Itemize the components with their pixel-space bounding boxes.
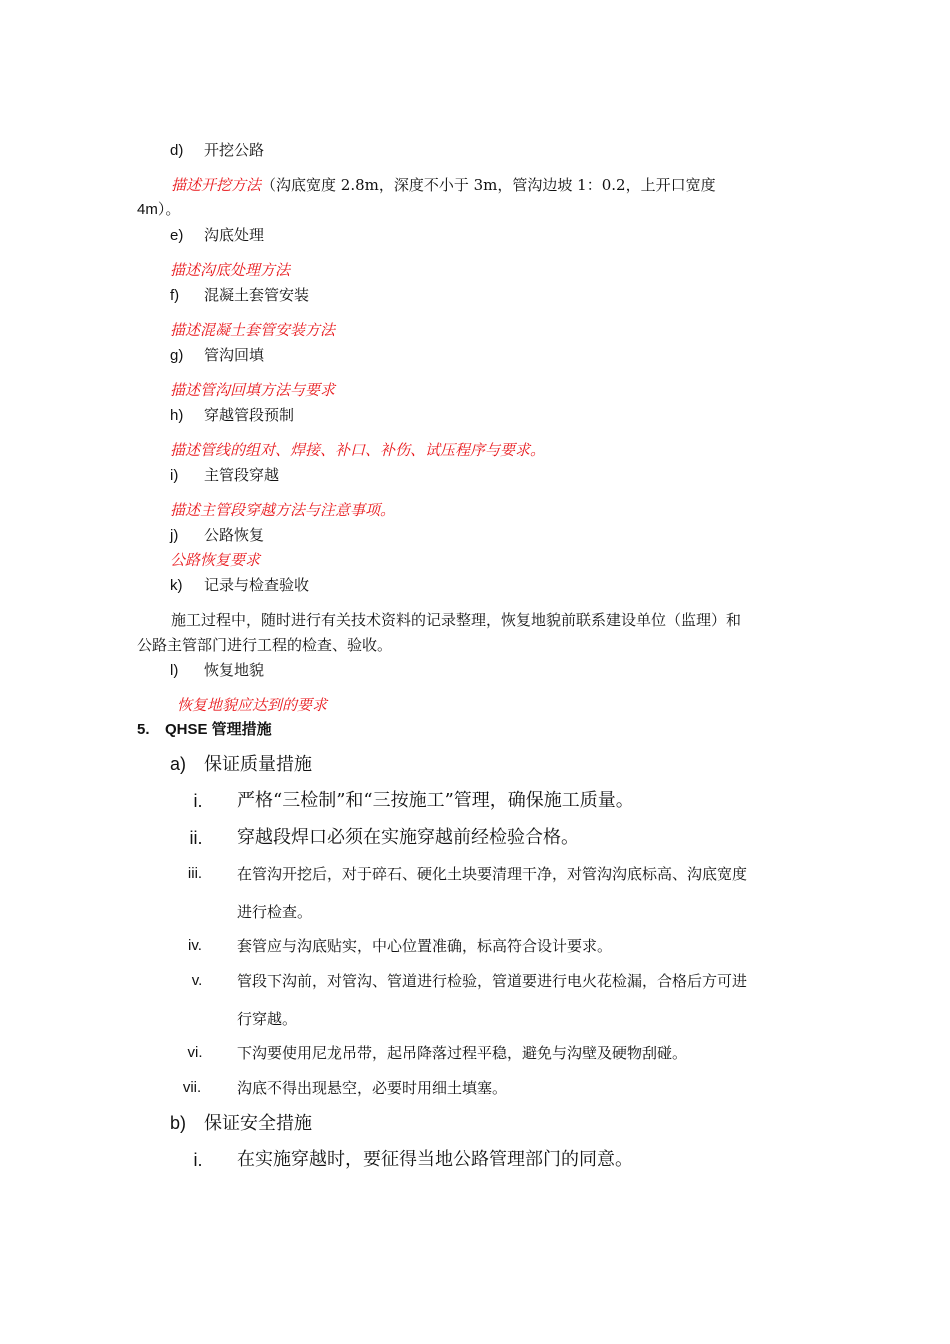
step-g bbox=[170, 345, 264, 366]
item-number: i. bbox=[193, 791, 203, 811]
item-number: i. bbox=[193, 1150, 203, 1170]
safety-subheading bbox=[170, 1111, 312, 1136]
step-note-j: 公路恢复要求 bbox=[170, 551, 261, 569]
item-text: 穿越段焊口必须在实施穿越前经检验合格。 bbox=[237, 827, 579, 848]
step-f bbox=[170, 285, 309, 306]
excavation-text: （沟底宽度 2.8m，深度不小于 3m，管沟边坡 1：0.2，上开口宽度 bbox=[261, 176, 716, 194]
item-text: 管段下沟前，对管沟、管道进行检验，管道要进行电火花检漏，合格后方可进 bbox=[237, 972, 748, 990]
quality-item-3-cont: 进行检查。 bbox=[237, 903, 313, 921]
item-number: v. bbox=[191, 972, 203, 989]
step-note-l: 恢复地貌应达到的要求 bbox=[177, 696, 328, 714]
step-note-f: 描述混凝土套管安装方法 bbox=[170, 321, 336, 339]
step-k bbox=[170, 575, 309, 596]
excavation-description bbox=[137, 173, 815, 197]
step-title: 主管段穿越 bbox=[204, 466, 280, 484]
step-marker: f) bbox=[170, 287, 180, 304]
section-number: 5. bbox=[137, 721, 150, 738]
section-title: QHSE 管理措施 bbox=[165, 721, 272, 738]
step-marker: h) bbox=[170, 407, 184, 424]
step-j bbox=[170, 525, 264, 546]
quality-item-5-cont: 行穿越。 bbox=[237, 1010, 298, 1028]
item-text: 在实施穿越时，要征得当地公路管理部门的同意。 bbox=[237, 1149, 633, 1170]
step-h bbox=[170, 405, 294, 426]
subheading-title: 保证安全措施 bbox=[204, 1113, 312, 1134]
item-text: 沟底不得出现悬空，必要时用细土填塞。 bbox=[237, 1079, 508, 1097]
item-number: ii. bbox=[189, 828, 203, 848]
step-note-g: 描述管沟回填方法与要求 bbox=[170, 381, 336, 399]
step-d bbox=[170, 140, 264, 161]
step-title: 混凝土套管安装 bbox=[204, 286, 310, 304]
step-title: 沟底处理 bbox=[204, 226, 265, 244]
subheading-title: 保证质量措施 bbox=[204, 754, 312, 775]
step-i bbox=[170, 465, 279, 486]
step-note-h: 描述管线的组对、焊接、补口、补伤、试压程序与要求。 bbox=[170, 441, 546, 459]
step-marker: e) bbox=[170, 227, 184, 244]
subheading-marker: a) bbox=[170, 754, 187, 774]
step-title: 记录与检查验收 bbox=[204, 576, 310, 594]
step-l bbox=[170, 660, 264, 681]
item-text: 严格“三检制”和“三按施工”管理，确保施工质量。 bbox=[237, 790, 634, 811]
item-number: vii. bbox=[182, 1079, 202, 1096]
quality-subheading bbox=[170, 752, 312, 777]
step-e bbox=[170, 225, 264, 246]
item-number: vi. bbox=[187, 1044, 203, 1061]
excavation-red-prefix: 描述开挖方法 bbox=[171, 176, 262, 194]
step-title: 穿越管段预制 bbox=[204, 406, 295, 424]
step-marker: j) bbox=[170, 527, 179, 544]
step-marker: g) bbox=[170, 347, 184, 364]
section-heading bbox=[137, 720, 272, 740]
subheading-marker: b) bbox=[170, 1113, 187, 1133]
step-note-i: 描述主管段穿越方法与注意事项。 bbox=[170, 501, 396, 519]
step-title: 开挖公路 bbox=[204, 141, 265, 159]
excavation-continuation: 4m）。 bbox=[137, 201, 181, 218]
item-text: 套管应与沟底贴实，中心位置准确，标高符合设计要求。 bbox=[237, 937, 613, 955]
step-marker: i) bbox=[170, 467, 179, 484]
item-text: 在管沟开挖后，对于碎石、硬化土块要清理干净，对管沟沟底标高、沟底宽度 bbox=[237, 865, 748, 883]
step-title: 公路恢复 bbox=[204, 526, 265, 544]
records-paragraph-line2: 公路主管部门进行工程的检查、验收。 bbox=[137, 636, 393, 654]
step-title: 恢复地貌 bbox=[204, 661, 265, 679]
item-number: iv. bbox=[188, 937, 202, 954]
item-text: 下沟要使用尼龙吊带，起吊降落过程平稳，避免与沟壁及硬物刮碰。 bbox=[237, 1044, 688, 1062]
step-title: 管沟回填 bbox=[204, 346, 265, 364]
step-note-e: 描述沟底处理方法 bbox=[170, 261, 291, 279]
step-marker: k) bbox=[170, 577, 183, 594]
step-marker: d) bbox=[170, 142, 184, 159]
item-number: iii. bbox=[187, 865, 203, 882]
step-marker: l) bbox=[170, 662, 179, 679]
records-paragraph-line1: 施工过程中，随时进行有关技术资料的记录整理，恢复地貌前联系建设单位（监理）和 bbox=[171, 611, 742, 629]
